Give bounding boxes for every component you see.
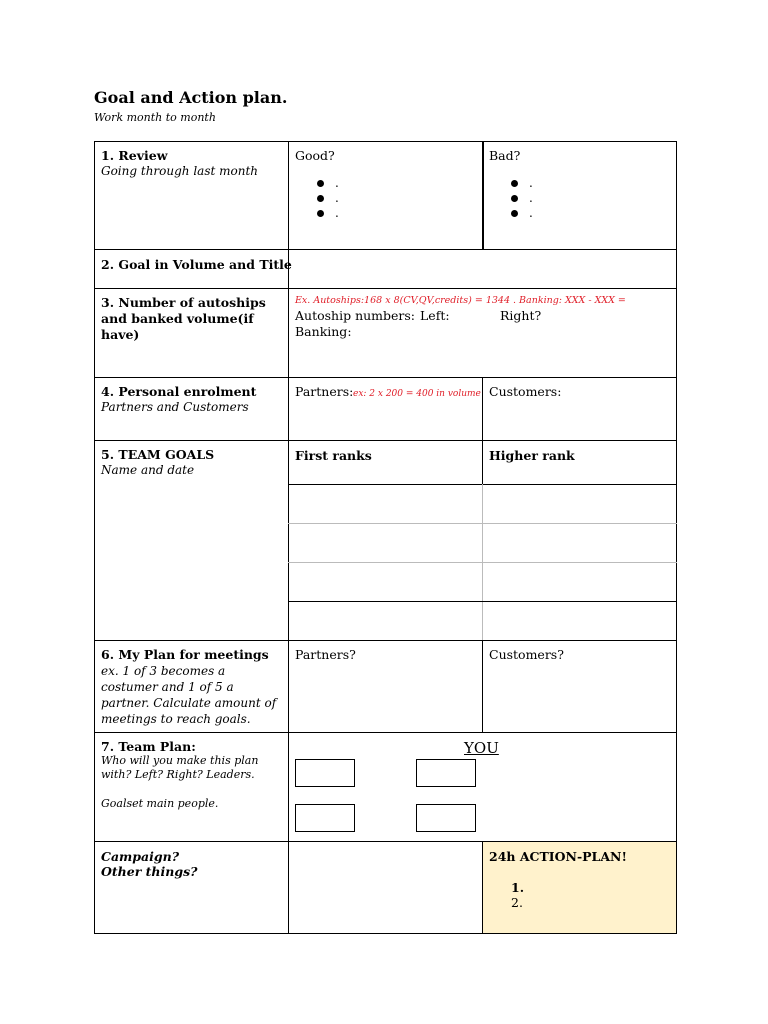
team-plan-box-right-1[interactable] — [416, 759, 476, 787]
autoships-example: Ex. Autoships:168 x 8(CV,QV,credits) = 1344 . Banking: XXX - XXX = — [295, 295, 626, 306]
team-goals-row-line — [288, 523, 677, 524]
team-plan-box-left-2[interactable] — [295, 804, 355, 832]
action-plan-title: 24h ACTION-PLAN! — [489, 849, 627, 864]
autoship-left-label: Left: — [420, 308, 450, 323]
banking-label: Banking: — [295, 324, 352, 339]
campaign-label: Campaign? — [101, 849, 180, 864]
action-plan-item-1: 1. — [511, 880, 525, 895]
enrolment-label: 4. Personal enrolment — [101, 384, 257, 399]
review-sub: Going through last month — [101, 164, 259, 178]
review-good-list — [313, 176, 339, 221]
enrolment-sub: Partners and Customers — [101, 400, 249, 414]
list-item: . — [507, 191, 533, 206]
higher-rank-label: Higher rank — [489, 448, 575, 463]
list-item: . — [313, 176, 339, 191]
team-plan-sub2: Goalset main people. — [101, 797, 219, 810]
campaign-value-cell[interactable] — [288, 841, 483, 934]
enrolment-partners-label: Partners: — [295, 384, 354, 399]
page-title: Goal and Action plan. — [94, 88, 288, 107]
autoship-numbers-label: Autoship numbers: — [295, 308, 416, 323]
team-goals-row-line — [288, 562, 677, 563]
review-good-label: Good? — [295, 148, 335, 163]
list-item: . — [507, 176, 533, 191]
team-plan-box-right-2[interactable] — [416, 804, 476, 832]
team-plan-box-left-1[interactable] — [295, 759, 355, 787]
goal-value-cell[interactable] — [288, 249, 677, 289]
review-bad-label: Bad? — [489, 148, 521, 163]
team-goals-sub: Name and date — [101, 463, 195, 477]
meetings-partners-label: Partners? — [295, 647, 356, 662]
team-goals-row-line — [288, 601, 677, 602]
meetings-label: 6. My Plan for meetings — [101, 647, 269, 662]
list-item: . — [507, 206, 533, 221]
list-item: . — [313, 191, 339, 206]
review-label: 1. Review — [101, 148, 168, 163]
team-goals-label: 5. TEAM GOALS — [101, 447, 215, 462]
first-ranks-label: First ranks — [295, 448, 372, 463]
enrolment-partners-example: ex: 2 x 200 = 400 in volume — [353, 389, 481, 399]
enrolment-customers-label: Customers: — [489, 384, 562, 399]
list-item: . — [313, 206, 339, 221]
team-plan-sub: Who will you make this plan with? Left? Right? Leaders. — [101, 754, 259, 781]
action-plan-item-2: 2. — [511, 895, 523, 910]
team-plan-you-label: YOU — [464, 739, 499, 757]
meetings-customers-label: Customers? — [489, 647, 564, 662]
autoship-right-label: Right? — [500, 308, 542, 323]
autoships-label: 3. Number of autoships and banked volume(if have) — [101, 295, 266, 342]
other-things-label: Other things? — [101, 864, 198, 879]
meetings-sub: ex. 1 of 3 becomes a costumer and 1 of 5 a partner. Calculate amount of meetings to reach goals. — [101, 664, 277, 726]
goal-label: 2. Goal in Volume and Title — [101, 257, 292, 272]
review-bad-list — [507, 176, 533, 221]
team-plan-label: 7. Team Plan: — [101, 739, 196, 754]
page-subtitle: Work month to month — [94, 111, 216, 124]
